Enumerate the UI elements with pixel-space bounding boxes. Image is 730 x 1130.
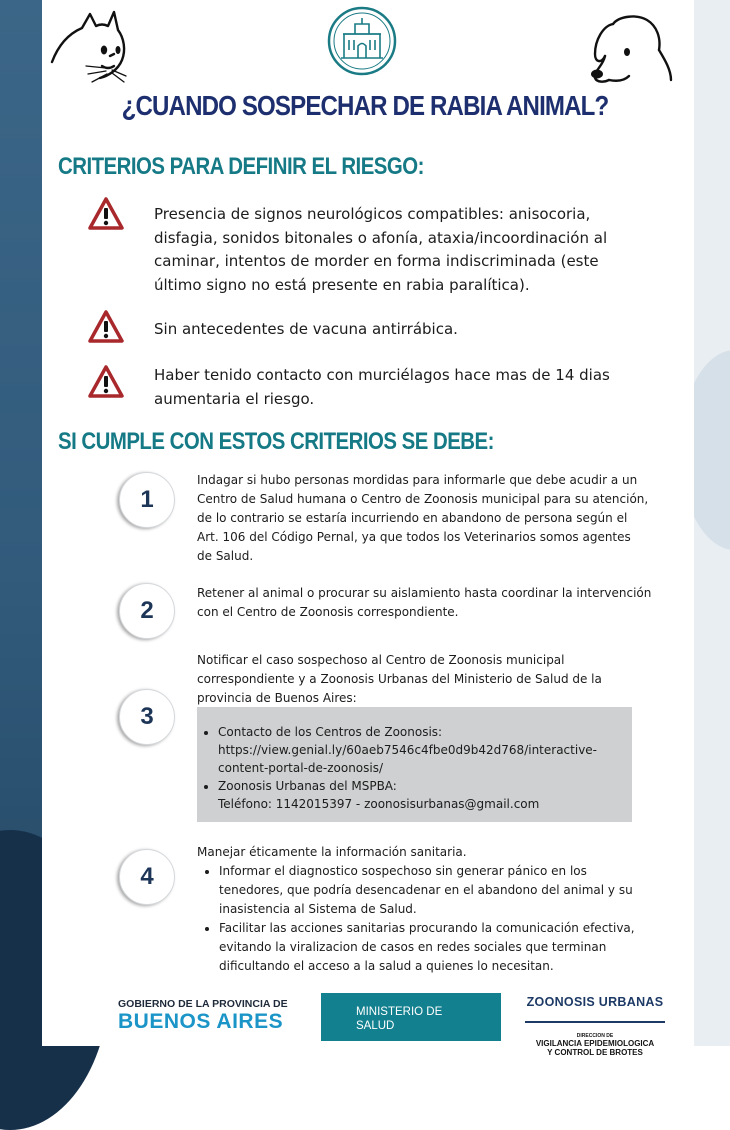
building-logo-icon — [327, 6, 397, 76]
step-line: inasistencia al Sistema de Salud. — [219, 902, 417, 916]
gov-line-1: GOBIERNO DE LA PROVINCIA DE — [118, 998, 288, 1010]
step-line: Art. 106 del Código Pernal, ya que todos los Veterinarios somos agentes — [197, 530, 631, 544]
step-1-text — [197, 471, 657, 566]
step-4-bullet — [219, 862, 657, 919]
criterion-line: Haber tenido contacto con murciélagos hace mas de 14 dias — [154, 366, 610, 384]
contact-item-zoonosis-centers — [218, 723, 624, 777]
page-title: ¿CUANDO SOSPECHAR DE RABIA ANIMAL? — [121, 90, 609, 121]
step-3-text — [197, 651, 657, 708]
step-line: Notificar el caso sospechoso al Centro de Zoonosis municipal — [197, 653, 565, 667]
step-line: Indagar si hubo personas mordidas para informarle que debe acudir a un — [197, 473, 638, 487]
step-2-text — [197, 584, 657, 622]
step-number-2: 2 — [119, 583, 175, 639]
contact-box — [197, 707, 632, 822]
warning-icon — [88, 196, 124, 232]
criterion-neurological-signs — [154, 203, 607, 297]
criteria-heading: CRITERIOS PARA DEFINIR EL RIESGO: — [58, 153, 424, 180]
criterion-line: disfagia, sonidos bitonales o afonía, ataxia/incoordinación al — [154, 228, 608, 247]
criterion-no-vaccine — [154, 318, 458, 342]
step-line: • Facilitar las acciones sanitarias procurando la comunicación efectiva, — [219, 921, 635, 935]
genially-link-cont[interactable]: content-portal-de-zoonosis/ — [218, 761, 384, 775]
step-4-bullet — [219, 919, 657, 976]
step-number-4: 4 — [119, 849, 175, 905]
warning-icon — [88, 309, 124, 345]
gov-logo — [118, 998, 288, 1034]
step-line: con el Centro de Zoonosis correspondiente. — [197, 605, 459, 619]
zoonosis-line-3: Y CONTROL DE BROTES — [547, 1048, 643, 1057]
genially-link[interactable]: https://view.genial.ly/60aeb7546c4fbe0d9b42d768/interactive- — [218, 743, 598, 757]
ministry-line-2: SALUD — [356, 1020, 395, 1032]
step-line: provincia de Buenos Aires: — [197, 691, 357, 705]
criterion-line: aumentaria el riesgo. — [154, 389, 315, 408]
step-line: correspondiente y a Zoonosis Urbanas del Ministerio de Salud de la — [197, 672, 602, 686]
criterion-line: Sin antecedentes de vacuna antirrábica. — [154, 320, 458, 338]
contact-label: • Contacto de los Centros de Zoonosis: — [218, 725, 443, 739]
step-line: Retener al animal o procurar su aislamiento hasta coordinar la intervención — [197, 586, 652, 600]
contact-item-zoonosis-urbanas — [218, 777, 624, 813]
step-line: Centro de Salud humana o Centro de Zoonosis municipal para su atención, — [197, 492, 649, 506]
gov-line-2: BUENOS AIRES — [118, 1010, 284, 1033]
step-line: de Salud. — [197, 549, 254, 563]
step-line: evitando la viralizacion de casos en redes sociales que terminan — [219, 940, 607, 954]
contact-phone-email: Teléfono: 1142015397 - zoonosisurbanas@gmail.com — [218, 797, 540, 811]
ministry-logo — [356, 1005, 442, 1033]
step-line: tenedores, que podría desencadenar en el abandono del animal y su — [219, 883, 633, 897]
step-line: Manejar éticamente la información sanitaria. — [197, 845, 467, 859]
dog-icon — [585, 10, 675, 85]
criterion-line: último signo no está presente en rabia paralítica). — [154, 275, 530, 294]
actions-heading: SI CUMPLE CON ESTOS CRITERIOS SE DEBE: — [58, 428, 494, 455]
step-4-text — [197, 843, 657, 976]
criterion-bat-contact — [154, 364, 610, 411]
zoonosis-underline — [525, 1021, 665, 1024]
warning-icon — [88, 364, 124, 400]
step-number-3: 3 — [119, 689, 175, 745]
criterion-line: caminar, intentos de morder en forma indiscriminada (este — [154, 252, 599, 270]
contact-label: • Zoonosis Urbanas del MSPBA: — [218, 779, 397, 793]
step-line: • Informar el diagnostico sospechoso sin generar pánico en los — [219, 864, 587, 878]
criterion-line: Presencia de signos neurológicos compatibles: anisocoria, — [154, 205, 591, 223]
step-line: de lo contrario se estaría incurriendo en abandono de persona según el — [197, 511, 628, 525]
zoonosis-line-2: VIGILANCIA EPIDEMIOLOGICA — [535, 1039, 655, 1048]
step-line: dificultando el acceso a la salud a quienes lo necesitan. — [219, 959, 554, 973]
zoonosis-title: ZOONOSIS URBANAS — [526, 995, 664, 1009]
zoonosis-line-1: DIRECCION DE — [576, 1033, 614, 1039]
zoonosis-logo — [525, 995, 665, 1057]
cat-icon — [46, 6, 128, 92]
step-number-1: 1 — [119, 472, 175, 528]
ministry-line-1: MINISTERIO DE — [356, 1006, 443, 1018]
